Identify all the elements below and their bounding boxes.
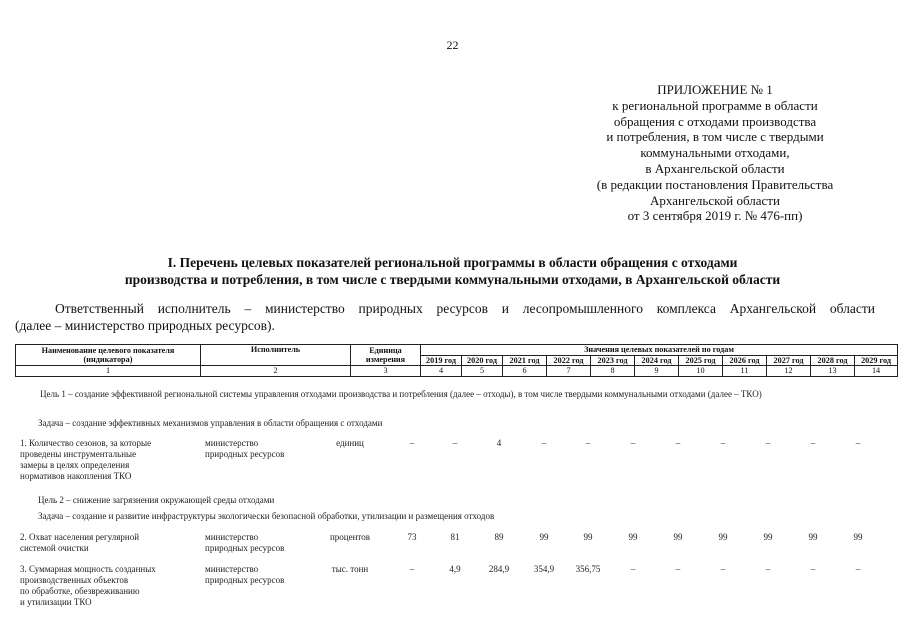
column-number: 2 <box>201 366 351 377</box>
column-number: 5 <box>462 366 503 377</box>
section-title <box>30 254 875 288</box>
indicator-2-name <box>20 532 195 554</box>
year-header: 2020 год <box>462 355 503 366</box>
executor-line: министерство <box>205 438 259 448</box>
year-header: 2022 год <box>547 355 591 366</box>
appendix-line: Архангельской области <box>650 192 780 208</box>
indicator-1-executor <box>205 438 315 460</box>
year-header: 2024 год <box>635 355 679 366</box>
indicator-2-value: 99 <box>763 532 773 542</box>
indicator-name-line: проведены инструментальные <box>20 449 137 459</box>
indicator-3-value: 356,75 <box>575 564 601 574</box>
column-number: 12 <box>767 366 811 377</box>
appendix-line: коммунальными отходами, <box>640 145 790 161</box>
appendix-line: и потребления, в том числе с твердыми <box>606 129 824 145</box>
indicator-1-value: – <box>720 438 726 448</box>
indicator-2-value: 99 <box>808 532 818 542</box>
section-title-line: производства и потребления, в том числе с твердыми коммунальными отходами, в Архангельской области <box>124 272 781 287</box>
year-header: 2028 год <box>811 355 855 366</box>
indicator-2-executor <box>205 532 315 554</box>
col-exec-header: Исполнитель <box>201 345 351 366</box>
appendix-header <box>570 82 860 224</box>
indicator-1-value: – <box>810 438 816 448</box>
responsible-line: (далее – министерство природных ресурсов). <box>15 318 275 333</box>
appendix-line: ПРИЛОЖЕНИЕ № 1 <box>657 82 773 97</box>
indicator-2-value: 73 <box>407 532 417 542</box>
col-name-header: Наименование целевого показателя (индикатора) <box>16 345 201 366</box>
indicator-3-value: 354,9 <box>533 564 555 574</box>
indicator-1-value: – <box>630 438 636 448</box>
task-2: Задача – создание и развитие инфраструктуры экологически безопасной обработки, утилизации и размещения отходов <box>38 511 495 521</box>
column-number: 9 <box>635 366 679 377</box>
indicator-1-value: 4 <box>496 438 502 448</box>
indicator-name-line: производственных объектов <box>20 575 129 585</box>
page-number: 22 <box>446 38 459 52</box>
indicator-1-value: – <box>765 438 771 448</box>
indicator-3-value: – <box>855 564 861 574</box>
indicator-2-value: 99 <box>853 532 863 542</box>
column-number: 4 <box>421 366 462 377</box>
indicator-name-line: по обработке, обезвреживанию <box>20 586 140 596</box>
indicator-3-name <box>20 564 195 608</box>
appendix-line: обращения с отходами производства <box>613 113 817 129</box>
indicator-1-value: – <box>855 438 861 448</box>
column-number: 11 <box>723 366 767 377</box>
indicator-2-value: 99 <box>673 532 683 542</box>
executor-line: министерство <box>205 532 259 542</box>
indicator-name-line: нормативов накопления ТКО <box>20 471 132 481</box>
col-values-header: Значения целевых показателей по годам <box>421 345 898 356</box>
section-title-line: I. Перечень целевых показателей региональной программы в области обращения с отходами <box>167 255 738 270</box>
indicator-name-line: и утилизации ТКО <box>20 597 92 607</box>
column-number: 6 <box>503 366 547 377</box>
indicator-name-line: 1. Количество сезонов, за которые <box>20 438 152 448</box>
indicator-1-name <box>20 438 195 482</box>
year-header: 2027 год <box>767 355 811 366</box>
indicator-1-value: – <box>675 438 681 448</box>
indicator-name-line: 3. Суммарная мощность созданных <box>20 564 156 574</box>
indicator-name-line: системой очистки <box>20 543 89 553</box>
indicator-3-value: 4,9 <box>449 564 461 574</box>
col-unit-header: Единица измерения <box>351 345 421 366</box>
indicator-3-value: – <box>765 564 771 574</box>
appendix-line: (в редакции постановления Правительства <box>596 176 834 192</box>
column-number: 3 <box>351 366 421 377</box>
indicator-name-line: 2. Охват населения регулярной <box>20 532 140 542</box>
column-number: 1 <box>16 366 201 377</box>
indicator-3-value: – <box>720 564 726 574</box>
appendix-line: от 3 сентября 2019 г. № 476-пп) <box>627 208 803 224</box>
indicator-1-value: – <box>541 438 547 448</box>
responsible-line: Ответственный исполнитель – министерство природных ресурсов и лесопромышленного комплекса Архангельской области <box>55 301 875 316</box>
indicator-3-value: – <box>675 564 681 574</box>
appendix-line: в Архангельской области <box>645 160 785 176</box>
year-header: 2029 год <box>855 355 898 366</box>
indicator-3-value: – <box>409 564 415 574</box>
indicator-3-unit: тыс. тонн <box>331 564 369 574</box>
column-number: 13 <box>811 366 855 377</box>
indicator-2-value: 99 <box>583 532 593 542</box>
responsible-executor <box>15 300 875 334</box>
appendix-line: к региональной программе в области <box>612 97 818 113</box>
indicator-1-unit: единиц <box>336 438 364 448</box>
indicator-3-value: 284,9 <box>488 564 510 574</box>
executor-line: природных ресурсов <box>205 543 285 553</box>
indicators-table-header <box>15 344 898 377</box>
goal-1: Цель 1 – создание эффективной региональной системы управления отходами производства и потребления (далее – отходы), в том числе твердыми коммунальными отходами (далее – ТКО) <box>40 389 762 399</box>
executor-line: природных ресурсов <box>205 575 285 585</box>
indicator-3-value: – <box>630 564 636 574</box>
year-header: 2026 год <box>723 355 767 366</box>
indicator-2-value: 81 <box>450 532 460 542</box>
indicator-2-value: 99 <box>628 532 638 542</box>
year-header: 2023 год <box>591 355 635 366</box>
indicator-1-value: – <box>452 438 458 448</box>
indicator-2-unit: процентов <box>329 532 370 542</box>
year-header: 2021 год <box>503 355 547 366</box>
year-header: 2025 год <box>679 355 723 366</box>
indicator-2-value: 99 <box>539 532 549 542</box>
indicator-name-line: замеры в целях определения <box>20 460 130 470</box>
task-1: Задача – создание эффективных механизмов управления в области обращения с отходами <box>38 418 383 428</box>
column-number: 7 <box>547 366 591 377</box>
indicator-1-value: – <box>585 438 591 448</box>
executor-line: природных ресурсов <box>205 449 285 459</box>
year-header: 2019 год <box>421 355 462 366</box>
column-number: 10 <box>679 366 723 377</box>
indicator-2-value: 99 <box>718 532 728 542</box>
indicator-2-value: 89 <box>494 532 504 542</box>
indicator-3-executor <box>205 564 315 586</box>
executor-line: министерство <box>205 564 259 574</box>
goal-2: Цель 2 – снижение загрязнения окружающей среды отходами <box>38 495 275 505</box>
column-number: 8 <box>591 366 635 377</box>
indicator-3-value: – <box>810 564 816 574</box>
column-number: 14 <box>855 366 898 377</box>
indicator-1-value: – <box>409 438 415 448</box>
